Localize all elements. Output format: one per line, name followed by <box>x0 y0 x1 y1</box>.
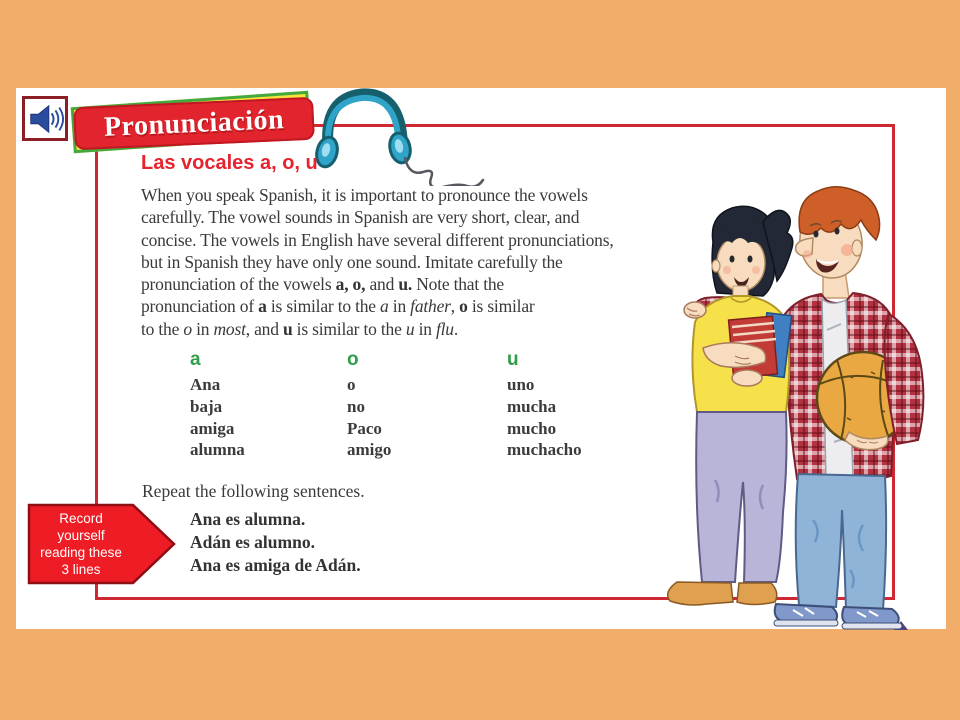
speaker-icon <box>26 101 64 137</box>
word-item: uno <box>507 375 535 394</box>
headphones-icon <box>310 86 485 186</box>
girl-and-boy-with-basketball-illustration <box>635 180 945 650</box>
callout-line: reading these <box>40 545 122 560</box>
word-item: muchacho <box>507 440 582 460</box>
word-list-o <box>347 374 507 461</box>
lesson-paragraph <box>141 184 701 340</box>
vowel-column-o <box>347 349 507 461</box>
paragraph-line: pronunciation of the vowels a, o, and u. Note that the <box>141 274 504 295</box>
word-item: Ana <box>190 375 221 394</box>
banner-ribbon <box>73 97 315 150</box>
sentence-item: Ana es alumna. <box>190 509 306 529</box>
repeat-prompt: Repeat the following sentences. <box>142 481 365 501</box>
paragraph-line: to the o in most, and u is similar to the u in flu. <box>141 318 459 339</box>
audio-play-button[interactable] <box>22 96 68 141</box>
word-item: o <box>347 375 356 394</box>
word-item: no <box>347 396 365 416</box>
paragraph-line: When you speak Spanish, it is important to pronounce the vowels <box>141 185 588 205</box>
callout-line: yourself <box>57 528 105 543</box>
vowel-word-columns <box>190 349 667 461</box>
word-list-a <box>190 374 347 461</box>
word-item: mucha <box>507 396 557 416</box>
banner-title: Pronunciación <box>103 103 285 143</box>
paragraph-line: but in Spanish they have only one sound. Imitate carefully the <box>141 251 563 272</box>
lesson-heading: Las vocales a, o, u <box>141 152 318 174</box>
vowel-column-a <box>190 349 347 461</box>
word-item: mucho <box>507 418 557 438</box>
column-header-u: u <box>507 349 519 370</box>
word-item: baja <box>190 396 223 416</box>
sentence-item: Ana es amiga de Adán. <box>190 555 361 575</box>
word-item: amigo <box>347 440 392 460</box>
section-banner <box>66 92 320 156</box>
word-item: alumna <box>190 440 245 460</box>
practice-sentences <box>190 508 361 577</box>
record-callout <box>27 503 177 585</box>
paragraph-line: concise. The vowels in English have several different pronunciations, <box>141 229 614 250</box>
column-header-o: o <box>347 349 359 370</box>
sentence-item: Adán es alumno. <box>190 532 315 552</box>
word-item: amiga <box>190 418 235 438</box>
callout-line: 3 lines <box>61 562 101 577</box>
callout-line: Record <box>59 511 103 526</box>
column-header-a: a <box>190 349 201 370</box>
word-item: Paco <box>347 418 382 438</box>
record-callout-text <box>29 503 133 585</box>
paragraph-line: pronunciation of a is similar to the a in father, o is similar <box>141 296 535 317</box>
paragraph-line: carefully. The vowel sounds in Spanish are very short, clear, and <box>141 207 580 228</box>
